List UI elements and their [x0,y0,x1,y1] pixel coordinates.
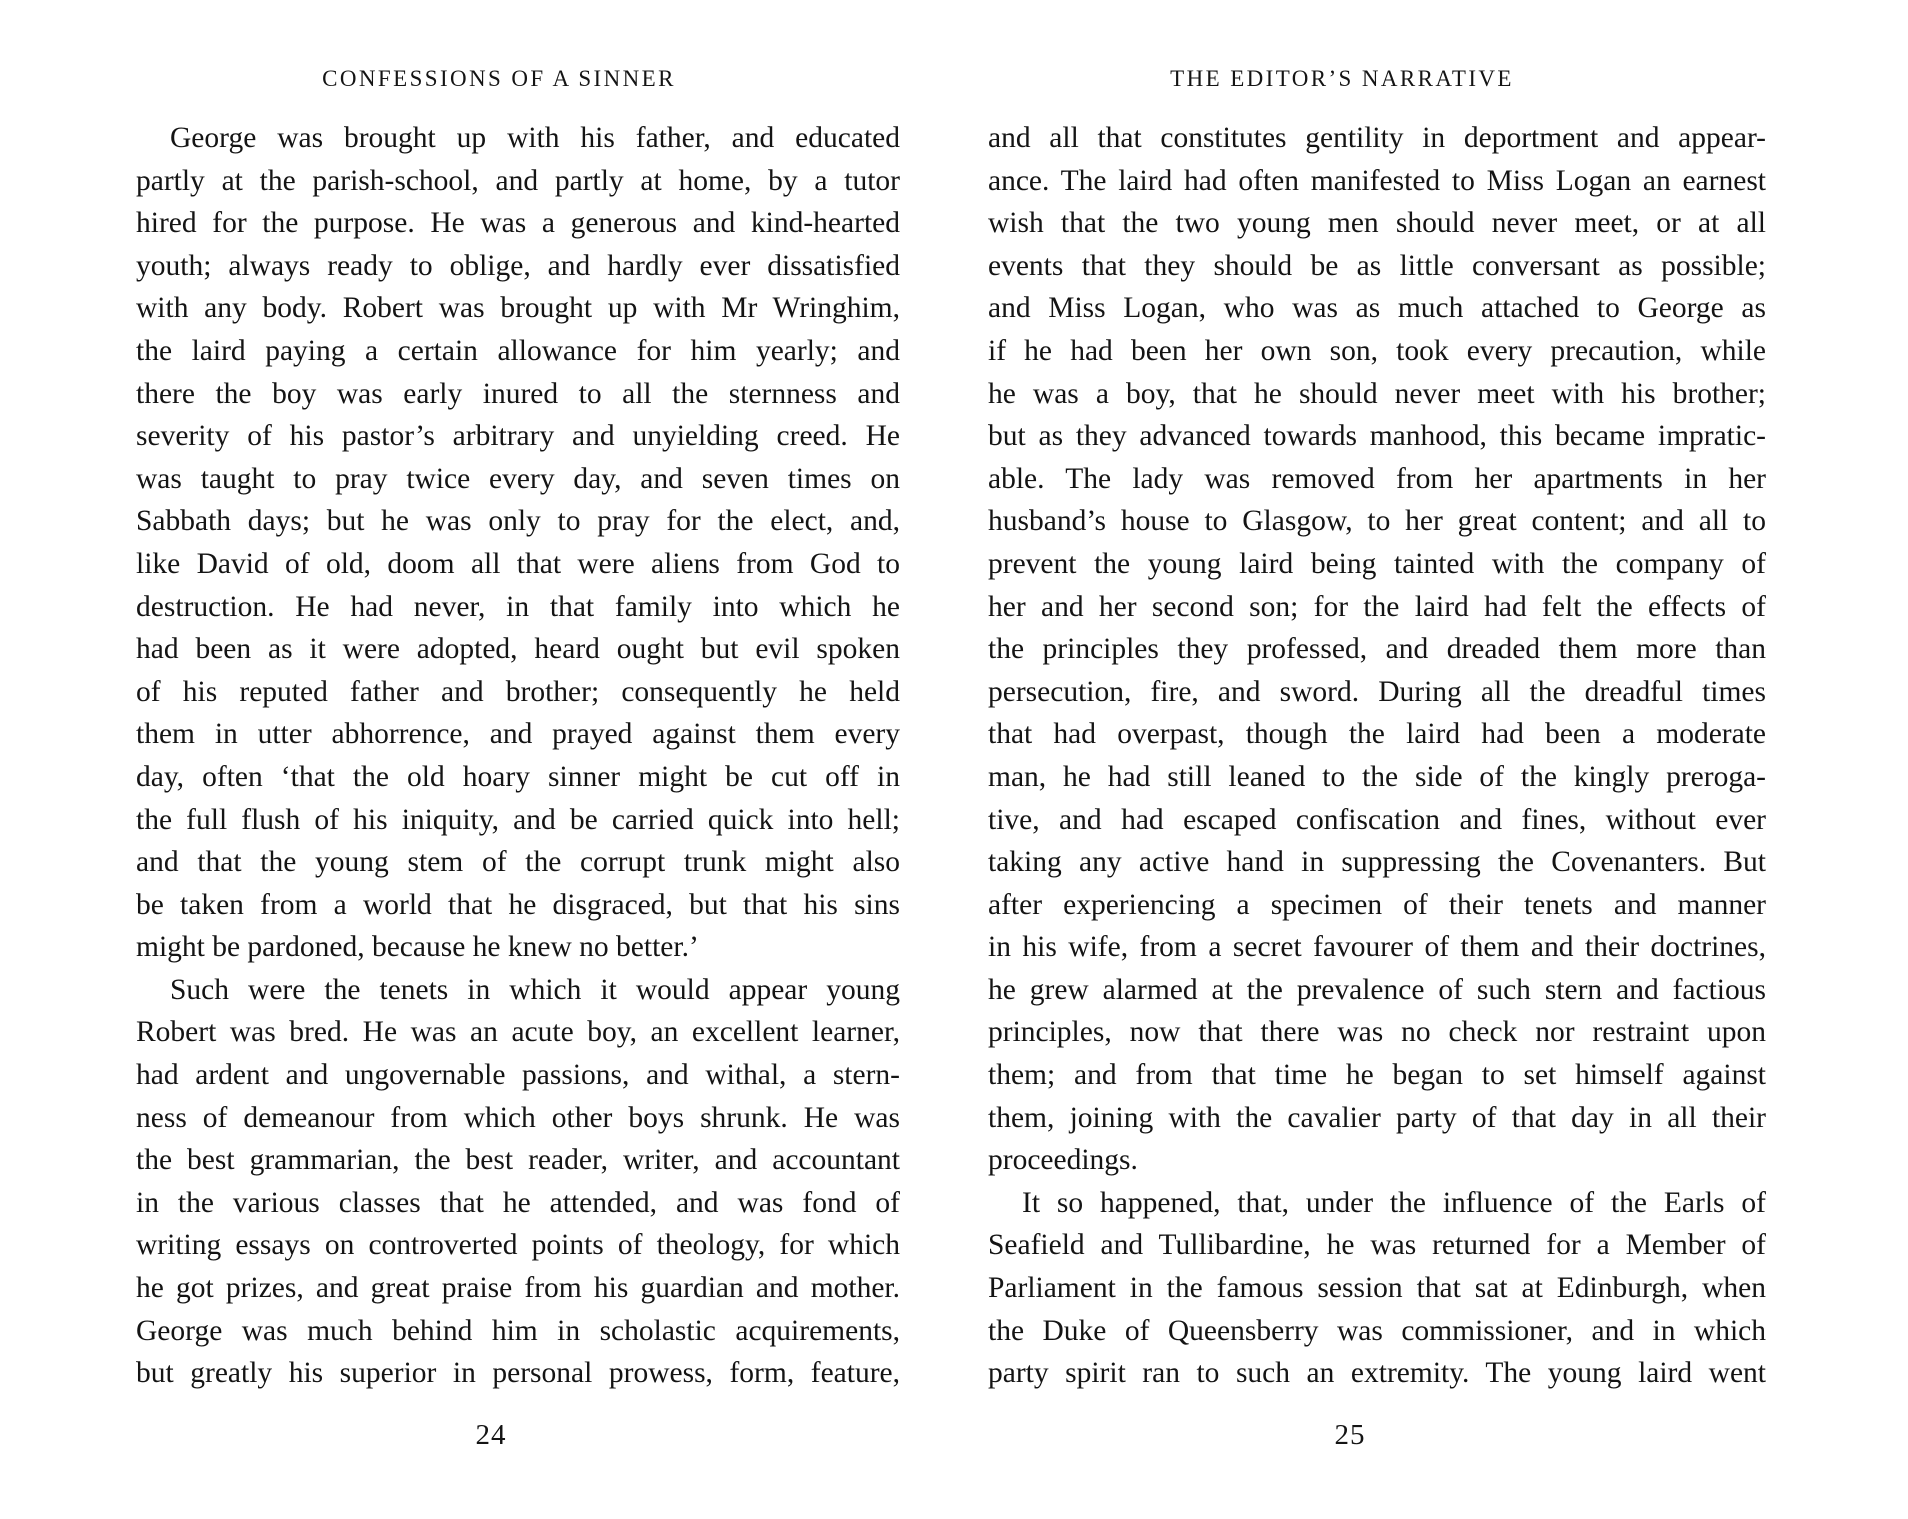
text-line: Sabbath days; but he was only to pray for the elect, and, [136,505,900,538]
text-line: youth; always ready to oblige, and hardly ever dissatisfied [136,249,900,282]
text-line: hired for the purpose. He was a generous and kind-hearted [136,207,900,240]
text-line: them, joining with the cavalier party of that day in all their [988,1101,1766,1134]
text-line: had ardent and ungovernable passions, and withal, a stern- [136,1059,900,1092]
text-line: he grew alarmed at the prevalence of such stern and factious [988,973,1766,1006]
text-line: had been as it were adopted, heard ought but evil spoken [136,633,900,666]
text-line: the best grammarian, the best reader, writer, and accountant [136,1144,900,1177]
body-text [136,117,900,1395]
running-head: CONFESSIONS OF A SINNER [322,66,676,91]
text-line: ness of demeanour from which other boys shrunk. He was [136,1101,900,1134]
running-head: THE EDITOR’S NARRATIVE [1170,66,1514,91]
text-line: principles, now that there was no check nor restraint upon [988,1016,1766,1049]
text-line: Seafield and Tullibardine, he was returned for a Member of [988,1229,1766,1262]
page-number: 24 [475,1419,507,1451]
body-text [988,117,1766,1395]
text-line: be taken from a world that he disgraced, but that his sins [136,888,900,921]
text-line: and all that constitutes gentility in deportment and appear- [988,122,1766,154]
left-page [136,0,906,1519]
text-line: ance. The laird had often manifested to Miss Logan an earnest [988,164,1766,197]
text-line: George was much behind him in scholastic acquirements, [136,1314,900,1347]
text-line: George was brought up with his father, and educated [170,122,900,154]
text-line: but as they advanced towards manhood, this became impratic- [988,420,1766,453]
text-line: the Duke of Queensberry was commissioner, and in which [988,1314,1766,1347]
text-line: Robert was bred. He was an acute boy, an excellent learner, [136,1016,900,1049]
text-line: persecution, fire, and sword. During all the dreadful times [988,675,1766,708]
right-page [988,0,1766,1519]
text-line: if he had been her own son, took every precaution, while [988,334,1766,367]
text-line: there the boy was early inured to all the sternness and [136,377,900,410]
text-line: and Miss Logan, who was as much attached to George as [988,292,1766,325]
text-line: husband’s house to Glasgow, to her great content; and all to [988,505,1766,538]
text-line: Such were the tenets in which it would appear young [170,973,900,1006]
text-line: Parliament in the famous session that sat at Edinburgh, when [988,1272,1766,1305]
text-line: in the various classes that he attended, and was fond of [136,1186,900,1219]
text-line: but greatly his superior in personal prowess, form, feature, [136,1357,900,1390]
text-line: day, often ‘that the old hoary sinner might be cut off in [136,760,900,793]
text-line: them; and from that time he began to set himself against [988,1059,1766,1092]
text-line: destruction. He had never, in that family into which he [136,590,900,623]
text-line: he was a boy, that he should never meet with his brother; [988,377,1766,410]
text-line: It so happened, that, under the influence of the Earls of [1022,1186,1766,1219]
text-line: wish that the two young men should never meet, or at all [988,207,1766,240]
text-line: was taught to pray twice every day, and seven times on [136,462,900,495]
text-line: party spirit ran to such an extremity. The young laird went [988,1357,1766,1390]
text-line: after experiencing a specimen of their tenets and manner [988,888,1766,921]
text-line: events that they should be as little conversant as possible; [988,249,1766,282]
text-line: her and her second son; for the laird had felt the effects of [988,590,1766,623]
text-line: proceedings. [988,1144,1138,1177]
text-line: and that the young stem of the corrupt trunk might also [136,846,900,879]
text-line: them in utter abhorrence, and prayed against them every [136,718,900,751]
text-line: like David of old, doom all that were aliens from God to [136,547,900,580]
text-line: partly at the parish-school, and partly at home, by a tutor [136,164,900,197]
text-line: severity of his pastor’s arbitrary and unyielding creed. He [136,420,900,453]
text-line: man, he had still leaned to the side of the kingly preroga- [988,760,1766,793]
text-line: able. The lady was removed from her apartments in her [988,462,1766,495]
text-line: that had overpast, though the laird had been a moderate [988,718,1766,751]
text-line: the full flush of his iniquity, and be carried quick into hell; [136,803,900,836]
text-line: prevent the young laird being tainted with the company of [988,547,1766,580]
page-number: 25 [1334,1419,1366,1451]
text-line: the laird paying a certain allowance for him yearly; and [136,334,900,367]
text-line: taking any active hand in suppressing the Covenanters. But [988,846,1766,879]
text-line: might be pardoned, because he knew no better.’ [136,931,699,964]
text-line: in his wife, from a secret favourer of them and their doctrines, [988,931,1766,964]
text-line: he got prizes, and great praise from his guardian and mother. [136,1272,900,1305]
text-line: of his reputed father and brother; consequently he held [136,675,900,708]
text-line: the principles they professed, and dreaded them more than [988,633,1766,666]
text-line: tive, and had escaped confiscation and fines, without ever [988,803,1766,836]
text-line: writing essays on controverted points of theology, for which [136,1229,900,1262]
text-line: with any body. Robert was brought up with Mr Wringhim, [136,292,900,325]
